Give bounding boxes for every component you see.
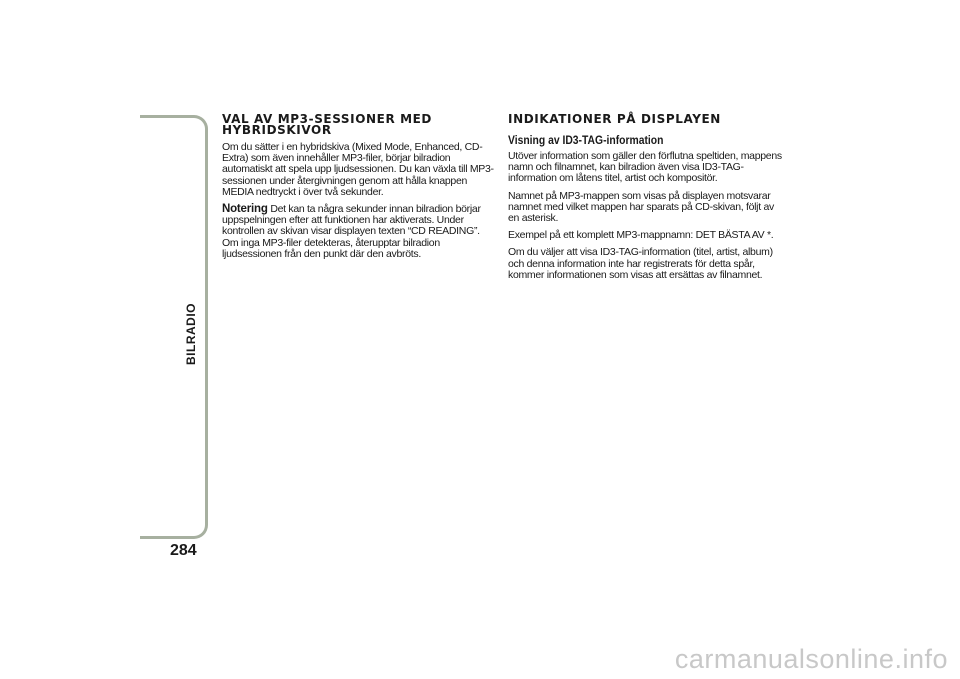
id3-tag-subheading: Visning av ID3-TAG-information — [508, 135, 664, 147]
note-text: Det kan ta några sekunder innan bilradion börjar uppspelningen efter att funktionen har aktiverats. Under kontrollen av skivan visar displayen texten “CD READING”. Om inga MP3-filer detekteras, återupptar bilradion ljudsessionen från den punkt där den avbröts. — [222, 203, 481, 260]
page-number: 284 — [170, 542, 197, 559]
section-label: BILRADIO — [184, 303, 198, 365]
hybrid-disc-paragraph: Om du sätter i en hybridskiva (Mixed Mode, Enhanced, CD-Extra) som även innehåller MP3-filer, börjar bilradion automatiskt att spela upp ljudsessionen. Du kan växla till MP3-sessionen under återgivningen genom att hålla knappen MEDIA nedtryckt i över två sekunder. — [222, 141, 494, 198]
heading-line-1: VAL AV MP3-SESSIONER MED — [222, 112, 432, 126]
id3-paragraph-4: Om du väljer att visa ID3-TAG-information (titel, artist, album) och denna information inte har registrerats för detta spår, kommer informationen som visas att ersättas av filnamnet. — [508, 246, 773, 281]
heading-line-2: HYBRIDSKIVOR — [222, 123, 332, 137]
id3-paragraph-1: Utöver information som gäller den förflutna speltiden, mappens namn och filnamnet, kan bilradion även visa ID3-TAG-information om låtens titel, artist och kompositör. — [508, 150, 782, 185]
watermark: carmanualsonline.info — [674, 644, 948, 674]
note-label: Notering — [222, 203, 268, 216]
id3-paragraph-3: Exempel på ett komplett MP3-mappnamn: DET BÄSTA AV *. — [508, 229, 774, 242]
left-column — [222, 114, 494, 266]
id3-paragraph-2: Namnet på MP3-mappen som visas på displayen motsvarar namnet med vilket mappen har sparats på CD-skivan, följt av en asterisk. — [508, 189, 774, 225]
right-column — [508, 114, 783, 287]
note-paragraph — [222, 204, 494, 260]
display-indications-heading: INDIKATIONER PÅ DISPLAYEN — [508, 112, 721, 126]
hybrid-disc-heading — [222, 114, 494, 136]
